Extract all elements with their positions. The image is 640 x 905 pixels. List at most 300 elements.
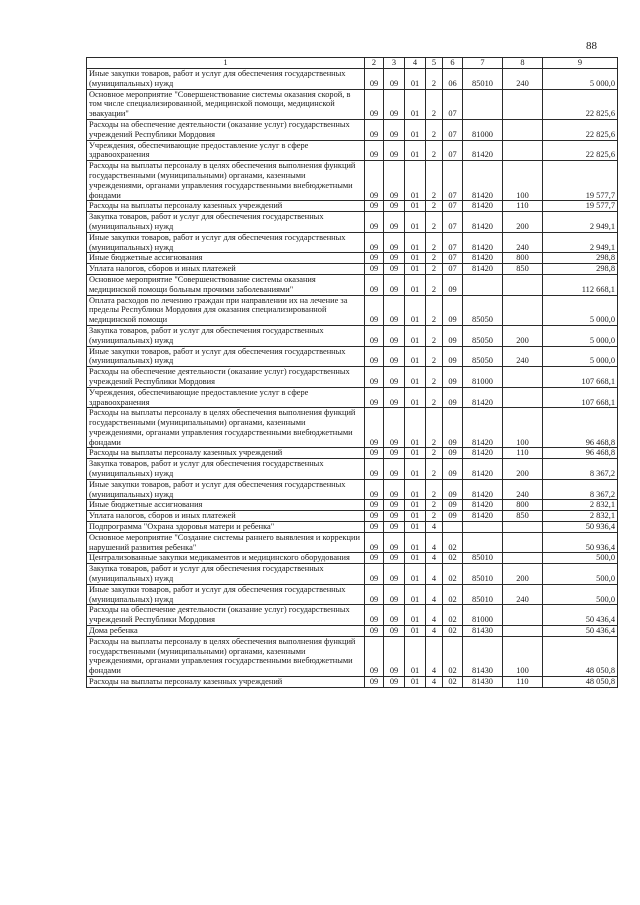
table-row (87, 408, 618, 448)
code-col-7-cell: 85050 (463, 325, 503, 346)
code-col-6-cell: 09 (443, 387, 463, 408)
code-col-8-cell: 240 (503, 232, 543, 253)
code-col-4-cell: 01 (405, 564, 426, 585)
code-col-6-cell: 02 (443, 564, 463, 585)
code-col-4-cell: 01 (405, 605, 426, 626)
code-col-2-cell: 09 (365, 325, 384, 346)
table-row (87, 479, 618, 500)
code-col-2-cell: 09 (365, 212, 384, 233)
amount-cell: 5 000,0 (543, 346, 618, 367)
code-col-2-cell: 09 (365, 459, 384, 480)
amount-cell: 50 936,4 (543, 532, 618, 553)
amount-cell: 500,0 (543, 553, 618, 564)
code-col-8-cell (503, 274, 543, 295)
table-row (87, 626, 618, 637)
code-col-7-cell: 85010 (463, 69, 503, 90)
code-col-5-cell: 4 (426, 564, 443, 585)
code-col-4-cell: 01 (405, 636, 426, 676)
table-body (87, 69, 618, 688)
code-col-4-cell: 01 (405, 511, 426, 522)
amount-cell: 50 436,4 (543, 626, 618, 637)
amount-cell: 107 668,1 (543, 387, 618, 408)
code-col-8-cell: 200 (503, 325, 543, 346)
code-col-7-cell: 81420 (463, 161, 503, 201)
code-col-3-cell: 09 (384, 564, 405, 585)
code-col-8-cell: 100 (503, 161, 543, 201)
code-col-8-cell: 200 (503, 459, 543, 480)
table-row (87, 253, 618, 264)
code-col-3-cell: 09 (384, 264, 405, 275)
code-col-4-cell: 01 (405, 274, 426, 295)
amount-cell: 2 949,1 (543, 232, 618, 253)
code-col-5-cell: 2 (426, 448, 443, 459)
code-col-5-cell: 2 (426, 274, 443, 295)
code-col-3-cell: 09 (384, 522, 405, 533)
amount-cell: 2 832,1 (543, 500, 618, 511)
code-col-7-cell: 81430 (463, 677, 503, 688)
code-col-3-cell: 09 (384, 89, 405, 119)
code-col-7-cell (463, 89, 503, 119)
code-col-8-cell: 200 (503, 212, 543, 233)
code-col-3-cell: 09 (384, 605, 405, 626)
code-col-4-cell: 01 (405, 140, 426, 161)
code-col-6-cell: 09 (443, 367, 463, 388)
code-col-6-cell: 07 (443, 212, 463, 233)
code-col-7-cell (463, 274, 503, 295)
code-col-7-cell: 85050 (463, 346, 503, 367)
code-col-6-cell: 07 (443, 119, 463, 140)
amount-cell: 22 825,6 (543, 89, 618, 119)
code-col-3-cell: 09 (384, 346, 405, 367)
code-col-7-cell: 81420 (463, 479, 503, 500)
code-col-6-cell: 02 (443, 677, 463, 688)
code-col-7-cell (463, 522, 503, 533)
code-col-6-cell: 07 (443, 264, 463, 275)
code-col-2-cell: 09 (365, 522, 384, 533)
code-col-3-cell: 09 (384, 295, 405, 325)
amount-cell: 50 436,4 (543, 605, 618, 626)
code-col-4-cell: 01 (405, 553, 426, 564)
expense-name-cell: Централизованные закупки медикаментов и медицинского оборудования (87, 553, 365, 564)
code-col-5-cell: 2 (426, 253, 443, 264)
amount-cell: 500,0 (543, 584, 618, 605)
code-col-4-cell: 01 (405, 69, 426, 90)
expense-name-cell: Иные закупки товаров, работ и услуг для обеспечения государственных (муниципальных) нужд (87, 346, 365, 367)
code-col-7-cell: 81000 (463, 605, 503, 626)
code-col-7-cell: 81420 (463, 140, 503, 161)
code-col-2-cell: 09 (365, 161, 384, 201)
amount-cell: 2 832,1 (543, 511, 618, 522)
code-col-6-cell: 09 (443, 500, 463, 511)
code-col-7-cell: 81430 (463, 636, 503, 676)
column-header: 8 (503, 58, 543, 69)
column-header: 7 (463, 58, 503, 69)
code-col-6-cell: 07 (443, 89, 463, 119)
code-col-6-cell (443, 522, 463, 533)
expense-name-cell: Расходы на выплаты персоналу казенных учреждений (87, 201, 365, 212)
expense-name-cell: Расходы на выплаты персоналу в целях обеспечения выполнения функций государственными (муниципальными) органами, казенными учреждениями, органами управления государственными внебюджетными фондами (87, 636, 365, 676)
code-col-8-cell: 240 (503, 584, 543, 605)
table-row (87, 584, 618, 605)
table-row (87, 367, 618, 388)
amount-cell: 298,8 (543, 264, 618, 275)
code-col-7-cell (463, 532, 503, 553)
code-col-3-cell: 09 (384, 448, 405, 459)
table-row (87, 605, 618, 626)
expense-name-cell: Иные закупки товаров, работ и услуг для обеспечения государственных (муниципальных) нужд (87, 479, 365, 500)
code-col-7-cell: 81420 (463, 408, 503, 448)
code-col-2-cell: 09 (365, 605, 384, 626)
code-col-2-cell: 09 (365, 367, 384, 388)
code-col-8-cell (503, 605, 543, 626)
table-row (87, 346, 618, 367)
code-col-5-cell: 2 (426, 119, 443, 140)
amount-cell: 96 468,8 (543, 408, 618, 448)
code-col-4-cell: 01 (405, 161, 426, 201)
amount-cell: 8 367,2 (543, 479, 618, 500)
table-row (87, 564, 618, 585)
expense-name-cell: Дома ребенка (87, 626, 365, 637)
expense-name-cell: Подпрограмма "Охрана здоровья матери и ребенка" (87, 522, 365, 533)
code-col-2-cell: 09 (365, 201, 384, 212)
code-col-2-cell: 09 (365, 564, 384, 585)
code-col-2-cell: 09 (365, 140, 384, 161)
code-col-7-cell: 81420 (463, 448, 503, 459)
budget-table (86, 57, 618, 688)
code-col-4-cell: 01 (405, 346, 426, 367)
code-col-6-cell: 09 (443, 325, 463, 346)
code-col-5-cell: 4 (426, 626, 443, 637)
expense-name-cell: Оплата расходов по лечению граждан при направлении их на лечение за пределы Республики Мордовия для оказания специализированной медицинской помощи (87, 295, 365, 325)
code-col-5-cell: 2 (426, 511, 443, 522)
code-col-4-cell: 01 (405, 408, 426, 448)
table-row (87, 89, 618, 119)
code-col-3-cell: 09 (384, 119, 405, 140)
code-col-3-cell: 09 (384, 212, 405, 233)
expense-name-cell: Расходы на выплаты персоналу в целях обеспечения выполнения функций государственными (муниципальными) органами, казенными учреждениями, органами управления государственными внебюджетными фондами (87, 408, 365, 448)
code-col-6-cell: 09 (443, 346, 463, 367)
code-col-5-cell: 2 (426, 264, 443, 275)
code-col-3-cell: 09 (384, 69, 405, 90)
code-col-2-cell: 09 (365, 274, 384, 295)
code-col-2-cell: 09 (365, 500, 384, 511)
expense-name-cell: Расходы на обеспечение деятельности (оказание услуг) государственных учреждений Республики Мордовия (87, 119, 365, 140)
code-col-8-cell (503, 553, 543, 564)
code-col-8-cell (503, 522, 543, 533)
code-col-5-cell: 4 (426, 677, 443, 688)
code-col-5-cell: 2 (426, 295, 443, 325)
code-col-5-cell: 2 (426, 161, 443, 201)
code-col-4-cell: 01 (405, 253, 426, 264)
expense-name-cell: Иные бюджетные ассигнования (87, 253, 365, 264)
expense-name-cell: Основное мероприятие "Совершенствование системы оказания медицинской помощи больным прочими заболеваниями" (87, 274, 365, 295)
code-col-4-cell: 01 (405, 295, 426, 325)
column-header: 2 (365, 58, 384, 69)
code-col-3-cell: 09 (384, 626, 405, 637)
expense-name-cell: Основное мероприятие "Совершенствование системы оказания скорой, в том числе специализированной, медицинской помощи, медицинской эвакуации" (87, 89, 365, 119)
code-col-4-cell: 01 (405, 532, 426, 553)
amount-cell: 48 050,8 (543, 677, 618, 688)
code-col-2-cell: 09 (365, 264, 384, 275)
code-col-3-cell: 09 (384, 274, 405, 295)
code-col-2-cell: 09 (365, 387, 384, 408)
amount-cell: 107 668,1 (543, 367, 618, 388)
code-col-3-cell: 09 (384, 532, 405, 553)
code-col-6-cell: 02 (443, 605, 463, 626)
code-col-8-cell: 240 (503, 346, 543, 367)
code-col-6-cell: 09 (443, 448, 463, 459)
expense-name-cell: Учреждения, обеспечивающие предоставление услуг в сфере здравоохранения (87, 387, 365, 408)
expense-name-cell: Закупка товаров, работ и услуг для обеспечения государственных (муниципальных) нужд (87, 459, 365, 480)
code-col-3-cell: 09 (384, 161, 405, 201)
expense-name-cell: Расходы на выплаты персоналу казенных учреждений (87, 677, 365, 688)
expense-name-cell: Учреждения, обеспечивающие предоставление услуг в сфере здравоохранения (87, 140, 365, 161)
code-col-4-cell: 01 (405, 677, 426, 688)
code-col-4-cell: 01 (405, 500, 426, 511)
code-col-6-cell: 07 (443, 140, 463, 161)
table-row (87, 677, 618, 688)
code-col-5-cell: 2 (426, 500, 443, 511)
code-col-8-cell (503, 367, 543, 388)
code-col-5-cell: 2 (426, 232, 443, 253)
code-col-4-cell: 01 (405, 367, 426, 388)
code-col-4-cell: 01 (405, 119, 426, 140)
code-col-2-cell: 09 (365, 346, 384, 367)
code-col-8-cell: 800 (503, 500, 543, 511)
code-col-5-cell: 4 (426, 532, 443, 553)
column-header: 5 (426, 58, 443, 69)
table-row (87, 325, 618, 346)
code-col-4-cell: 01 (405, 325, 426, 346)
expense-name-cell: Уплата налогов, сборов и иных платежей (87, 264, 365, 275)
table-row (87, 459, 618, 480)
table-row (87, 500, 618, 511)
code-col-6-cell: 02 (443, 553, 463, 564)
code-col-5-cell: 2 (426, 69, 443, 90)
code-col-2-cell: 09 (365, 532, 384, 553)
amount-cell: 8 367,2 (543, 459, 618, 480)
amount-cell: 5 000,0 (543, 69, 618, 90)
code-col-3-cell: 09 (384, 636, 405, 676)
code-col-6-cell: 02 (443, 626, 463, 637)
code-col-3-cell: 09 (384, 253, 405, 264)
code-col-3-cell: 09 (384, 387, 405, 408)
code-col-5-cell: 2 (426, 325, 443, 346)
code-col-8-cell: 110 (503, 448, 543, 459)
code-col-6-cell: 06 (443, 69, 463, 90)
code-col-3-cell: 09 (384, 677, 405, 688)
code-col-3-cell: 09 (384, 479, 405, 500)
code-col-3-cell: 09 (384, 511, 405, 522)
table-row (87, 212, 618, 233)
code-col-5-cell: 2 (426, 346, 443, 367)
code-col-7-cell: 81420 (463, 212, 503, 233)
code-col-3-cell: 09 (384, 140, 405, 161)
amount-cell: 19 577,7 (543, 161, 618, 201)
code-col-2-cell: 09 (365, 636, 384, 676)
code-col-6-cell: 07 (443, 161, 463, 201)
code-col-8-cell: 100 (503, 408, 543, 448)
code-col-5-cell: 2 (426, 212, 443, 233)
code-col-4-cell: 01 (405, 387, 426, 408)
code-col-5-cell: 2 (426, 387, 443, 408)
code-col-3-cell: 09 (384, 553, 405, 564)
amount-cell: 2 949,1 (543, 212, 618, 233)
table-row (87, 522, 618, 533)
code-col-6-cell: 09 (443, 511, 463, 522)
code-col-8-cell: 100 (503, 636, 543, 676)
expense-name-cell: Основное мероприятие "Создание системы раннего выявления и коррекции нарушений развития ребенка" (87, 532, 365, 553)
table-row (87, 264, 618, 275)
expense-name-cell: Иные закупки товаров, работ и услуг для обеспечения государственных (муниципальных) нужд (87, 232, 365, 253)
table-row (87, 161, 618, 201)
code-col-7-cell: 81420 (463, 201, 503, 212)
code-col-5-cell: 2 (426, 140, 443, 161)
code-col-2-cell: 09 (365, 69, 384, 90)
code-col-5-cell: 2 (426, 479, 443, 500)
code-col-4-cell: 01 (405, 479, 426, 500)
amount-cell: 5 000,0 (543, 325, 618, 346)
code-col-8-cell (503, 295, 543, 325)
amount-cell: 96 468,8 (543, 448, 618, 459)
code-col-6-cell: 02 (443, 584, 463, 605)
expense-name-cell: Расходы на обеспечение деятельности (оказание услуг) государственных учреждений Республики Мордовия (87, 605, 365, 626)
amount-cell: 19 577,7 (543, 201, 618, 212)
code-col-7-cell: 85010 (463, 564, 503, 585)
code-col-3-cell: 09 (384, 325, 405, 346)
code-col-5-cell: 2 (426, 367, 443, 388)
code-col-2-cell: 09 (365, 89, 384, 119)
expense-name-cell: Закупка товаров, работ и услуг для обеспечения государственных (муниципальных) нужд (87, 325, 365, 346)
code-col-6-cell: 09 (443, 408, 463, 448)
expense-name-cell: Расходы на выплаты персоналу в целях обеспечения выполнения функций государственными (муниципальными) органами, казенными учреждениями, органами управления государственными внебюджетными фондами (87, 161, 365, 201)
code-col-8-cell (503, 119, 543, 140)
code-col-8-cell (503, 532, 543, 553)
code-col-6-cell: 02 (443, 532, 463, 553)
table-row (87, 69, 618, 90)
column-header: 9 (543, 58, 618, 69)
code-col-4-cell: 01 (405, 264, 426, 275)
code-col-3-cell: 09 (384, 232, 405, 253)
column-header: 1 (87, 58, 365, 69)
code-col-7-cell: 81420 (463, 232, 503, 253)
table-row (87, 448, 618, 459)
code-col-3-cell: 09 (384, 201, 405, 212)
table-row (87, 295, 618, 325)
code-col-5-cell: 2 (426, 459, 443, 480)
code-col-5-cell: 4 (426, 636, 443, 676)
code-col-7-cell: 81420 (463, 500, 503, 511)
code-col-8-cell (503, 89, 543, 119)
table-row (87, 636, 618, 676)
code-col-2-cell: 09 (365, 253, 384, 264)
code-col-7-cell: 81420 (463, 511, 503, 522)
table-row (87, 274, 618, 295)
code-col-8-cell (503, 626, 543, 637)
code-col-6-cell: 07 (443, 232, 463, 253)
code-col-6-cell: 09 (443, 295, 463, 325)
code-col-8-cell: 110 (503, 201, 543, 212)
table-row (87, 387, 618, 408)
code-col-8-cell: 850 (503, 511, 543, 522)
amount-cell: 500,0 (543, 564, 618, 585)
expense-name-cell: Закупка товаров, работ и услуг для обеспечения государственных (муниципальных) нужд (87, 212, 365, 233)
code-col-6-cell: 09 (443, 274, 463, 295)
amount-cell: 48 050,8 (543, 636, 618, 676)
code-col-7-cell: 81420 (463, 387, 503, 408)
code-col-2-cell: 09 (365, 119, 384, 140)
expense-name-cell: Расходы на выплаты персоналу казенных учреждений (87, 448, 365, 459)
code-col-3-cell: 09 (384, 408, 405, 448)
code-col-5-cell: 2 (426, 408, 443, 448)
code-col-7-cell: 81430 (463, 626, 503, 637)
table-row (87, 140, 618, 161)
column-header: 3 (384, 58, 405, 69)
expense-name-cell: Уплата налогов, сборов и иных платежей (87, 511, 365, 522)
amount-cell: 50 936,4 (543, 522, 618, 533)
code-col-3-cell: 09 (384, 459, 405, 480)
code-col-2-cell: 09 (365, 584, 384, 605)
expense-name-cell: Расходы на обеспечение деятельности (оказание услуг) государственных учреждений Республики Мордовия (87, 367, 365, 388)
code-col-2-cell: 09 (365, 677, 384, 688)
code-col-4-cell: 01 (405, 448, 426, 459)
column-header: 4 (405, 58, 426, 69)
code-col-2-cell: 09 (365, 408, 384, 448)
code-col-6-cell: 07 (443, 253, 463, 264)
code-col-5-cell: 4 (426, 605, 443, 626)
table-row (87, 511, 618, 522)
header-row (87, 58, 618, 69)
expense-name-cell: Закупка товаров, работ и услуг для обеспечения государственных (муниципальных) нужд (87, 564, 365, 585)
column-header: 6 (443, 58, 463, 69)
code-col-7-cell: 85010 (463, 553, 503, 564)
code-col-5-cell: 4 (426, 522, 443, 533)
code-col-4-cell: 01 (405, 626, 426, 637)
code-col-7-cell: 81000 (463, 367, 503, 388)
code-col-2-cell: 09 (365, 479, 384, 500)
code-col-3-cell: 09 (384, 500, 405, 511)
code-col-6-cell: 02 (443, 636, 463, 676)
code-col-7-cell: 81420 (463, 264, 503, 275)
code-col-5-cell: 4 (426, 553, 443, 564)
code-col-5-cell: 2 (426, 201, 443, 212)
table-row (87, 232, 618, 253)
code-col-4-cell: 01 (405, 201, 426, 212)
table-row (87, 119, 618, 140)
code-col-4-cell: 01 (405, 459, 426, 480)
code-col-4-cell: 01 (405, 232, 426, 253)
code-col-4-cell: 01 (405, 89, 426, 119)
amount-cell: 298,8 (543, 253, 618, 264)
code-col-7-cell: 81420 (463, 253, 503, 264)
code-col-3-cell: 09 (384, 367, 405, 388)
code-col-8-cell (503, 387, 543, 408)
code-col-4-cell: 01 (405, 212, 426, 233)
amount-cell: 22 825,6 (543, 119, 618, 140)
code-col-8-cell: 800 (503, 253, 543, 264)
code-col-4-cell: 01 (405, 584, 426, 605)
code-col-8-cell: 850 (503, 264, 543, 275)
code-col-5-cell: 4 (426, 584, 443, 605)
code-col-2-cell: 09 (365, 448, 384, 459)
page-number: 88 (586, 40, 597, 52)
code-col-2-cell: 09 (365, 232, 384, 253)
code-col-6-cell: 09 (443, 479, 463, 500)
table-row (87, 201, 618, 212)
amount-cell: 112 668,1 (543, 274, 618, 295)
expense-name-cell: Иные бюджетные ассигнования (87, 500, 365, 511)
code-col-8-cell: 240 (503, 479, 543, 500)
